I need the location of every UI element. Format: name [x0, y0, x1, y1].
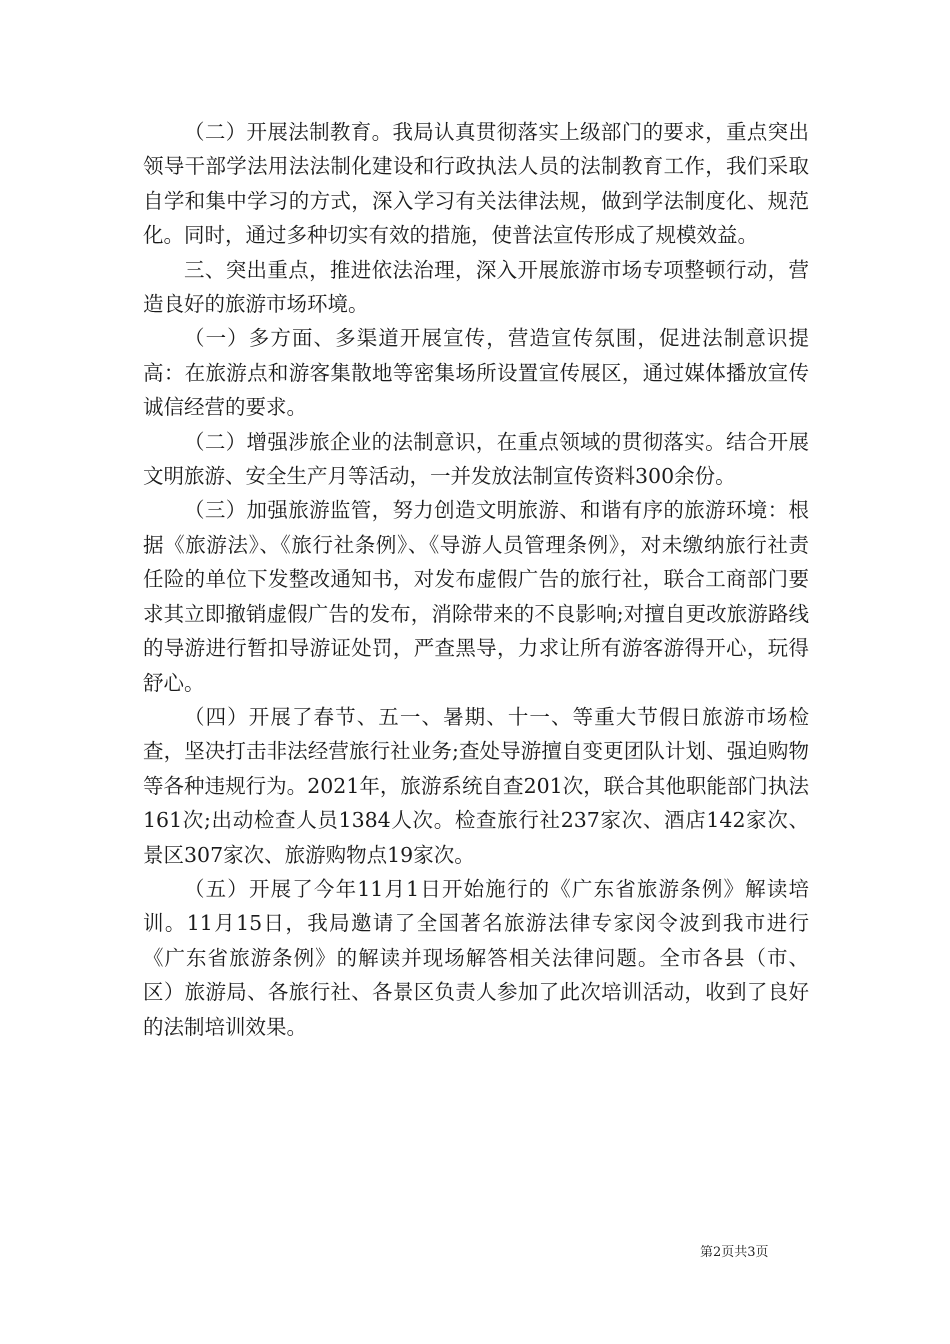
- document-body: [143, 115, 809, 1044]
- paragraph-legal-education: （二）开展法制教育。我局认真贯彻落实上级部门的要求，重点突出领导干部学法用法法制化建设和行政执法人员的法制教育工作，我们采取自学和集中学习的方式，深入学习有关法律法规，做到学法制度化、规范化。同时，通过多种切实有效的措施，使普法宣传形成了规模效益。: [143, 120, 809, 248]
- paragraph-publicity: （一）多方面、多渠道开展宣传，营造宣传氛围，促进法制意识提高：在旅游点和游客集散地等密集场所设置宣传展区，通过媒体播放宣传诚信经营的要求。: [143, 326, 809, 420]
- page-number-footer: 第2页共3页: [700, 1245, 769, 1260]
- paragraph-regulation-training: （五）开展了今年11月1日开始施行的《广东省旅游条例》解读培训。11月15日，我局邀请了全国著名旅游法律专家闵令波到我市进行《广东省旅游条例》的解读并现场解答相关法律问题。全市各县（市、区）旅游局、各旅行社、各景区负责人参加了此次培训活动，收到了良好的法制培训效果。: [143, 876, 809, 1039]
- paragraph-holiday-inspections: （四）开展了春节、五一、暑期、十一、等重大节假日旅游市场检查，坚决打击非法经营旅行社业务;查处导游擅自变更团队计划、强迫购物等各种违规行为。2021年，旅游系统自查201次，联合其他职能部门执法161次;出动检查人员1384人次。检查旅行社237家次、酒店142家次、景区307家次、旅游购物点19家次。: [143, 704, 809, 867]
- paragraph-section-three-heading: 三、突出重点，推进依法治理，深入开展旅游市场专项整顿行动，营造良好的旅游市场环境。: [143, 257, 809, 317]
- paragraph-tourism-supervision: （三）加强旅游监管，努力创造文明旅游、和谐有序的旅游环境：根据《旅游法》、《旅行社条例》、《导游人员管理条例》，对未缴纳旅行社责任险的单位下发整改通知书，对发布虚假广告的旅行社，联合工商部门要求其立即撤销虚假广告的发布，消除带来的不良影响;对擅自更改旅游路线的导游进行暂扣导游证处罚，严查黑导，力求让所有游客游得开心，玩得舒心。: [143, 498, 809, 695]
- paragraph-enterprise-awareness: （二）增强涉旅企业的法制意识，在重点领域的贯彻落实。结合开展文明旅游、安全生产月等活动，一并发放法制宣传资料300余份。: [143, 429, 809, 489]
